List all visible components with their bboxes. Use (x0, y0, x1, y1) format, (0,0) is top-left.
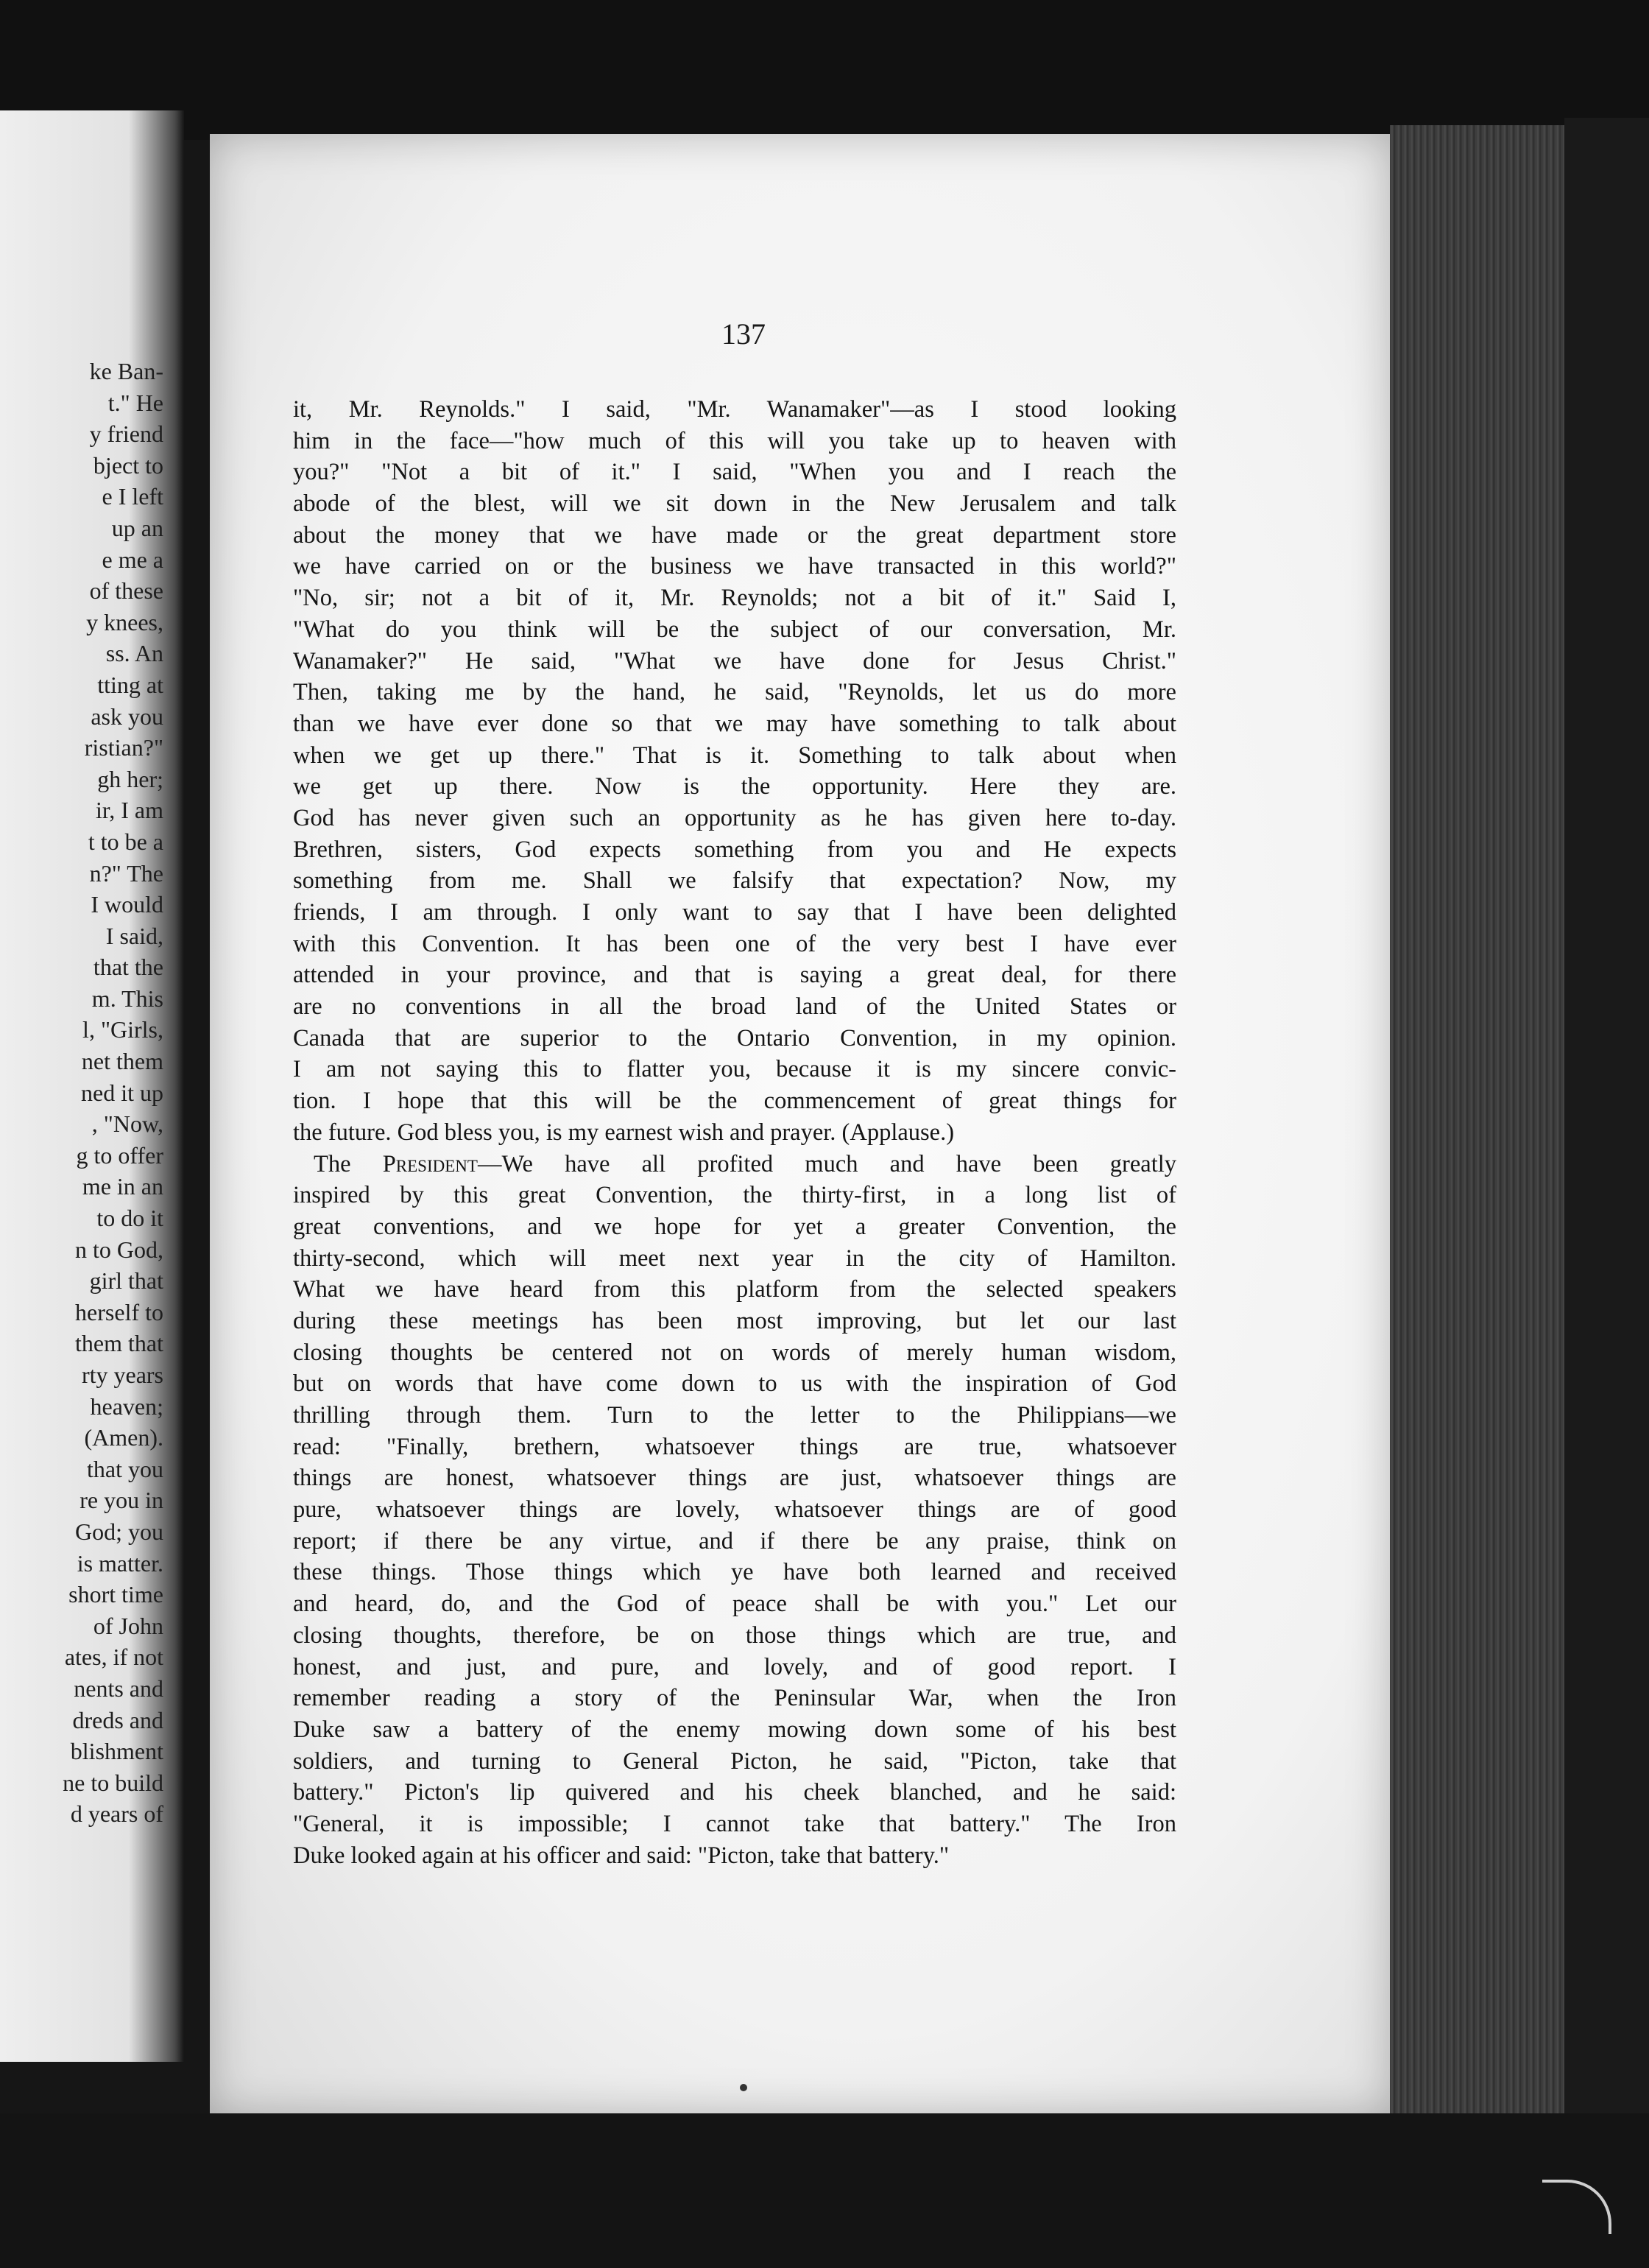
bottom-background (0, 2113, 1649, 2268)
text-line: we get up there. Now is the opportunity. Here they are. (293, 773, 1176, 800)
left-page-line: y knees, (86, 608, 163, 635)
book-page-edges (1390, 125, 1567, 2124)
text-line: we have carried on or the business we have transacted in this world?" (293, 553, 1176, 580)
text-line: Then, taking me by the hand, he said, "Reynolds, let us do more (293, 679, 1176, 706)
left-page-line: I said, (105, 922, 163, 949)
text-line: honest, and just, and pure, and lovely, and of good report. I (293, 1653, 1176, 1680)
text-line: the future. God bless you, is my earnest wish and prayer. (Applause.) (293, 1119, 955, 1146)
text-line: are no conventions in all the broad land of the United States or (293, 993, 1176, 1021)
left-page-line: net them (81, 1048, 163, 1075)
text-line: remember reading a story of the Peninsular War, when the Iron (293, 1685, 1176, 1712)
text-line: report; if there be any virtue, and if there be any praise, think on (293, 1527, 1176, 1554)
text-line: abode of the blest, will we sit down in the New Jerusalem and talk (293, 490, 1176, 518)
text-line: and heard, do, and the God of peace shall be with you." Let our (293, 1591, 1176, 1618)
left-page-line: nents and (74, 1674, 163, 1702)
text-line: Canada that are superior to the Ontario Convention, in my opinion. (293, 1024, 1176, 1052)
left-page-line: l, "Girls, (82, 1016, 163, 1043)
left-page-line: m. This (91, 985, 163, 1012)
text-line: friends, I am through. I only want to say that I have been delighted (293, 899, 1176, 926)
text-line: closing thoughts be centered not on words of merely human wisdom, (293, 1339, 1176, 1366)
text-line: it, Mr. Reynolds." I said, "Mr. Wanamaker"—as I stood looking (293, 396, 1176, 423)
left-page-line: n?" The (89, 859, 163, 887)
text-line: thirty-second, which will meet next year in the city of Hamilton. (293, 1244, 1176, 1272)
main-text-block (293, 394, 1176, 1871)
text-line: pure, whatsoever things are lovely, whatsoever things are of good (293, 1496, 1176, 1524)
left-page-line: n to God, (75, 1236, 163, 1263)
text-line: "What do you think will be the subject of our conversation, Mr. (293, 616, 1176, 643)
text-line: Duke saw a battery of the enemy mowing down some of his best (293, 1716, 1176, 1743)
left-page-line: God; you (75, 1518, 163, 1545)
text-line: with this Convention. It has been one of the very best I have ever (293, 930, 1176, 957)
text-line: during these meetings has been most improving, but let our last (293, 1307, 1176, 1334)
left-page-line: (Amen). (84, 1424, 163, 1451)
left-page-line: of John (93, 1612, 163, 1639)
left-page-line: heaven; (90, 1392, 163, 1420)
text-line: him in the face—"how much of this will you take up to heaven with (293, 427, 1176, 454)
text-line: God has never given such an opportunity as he has given here to-day. (293, 804, 1176, 831)
text-line: Brethren, sisters, God expects something from you and He expects (293, 836, 1176, 863)
text-line: thrilling through them. Turn to the letter to the Philippians—we (293, 1402, 1176, 1429)
text-line: something from me. Shall we falsify that expectation? Now, my (293, 867, 1176, 895)
left-page-line: of these (89, 577, 163, 605)
book-cover-edge (1564, 118, 1649, 2268)
left-page-line: girl that (89, 1267, 163, 1295)
text-line: you?" "Not a bit of it." I said, "When you and I reach the (293, 459, 1176, 486)
text-line: "No, sir; not a bit of it, Mr. Reynolds; not a bit of it." Said I, (293, 585, 1176, 612)
left-page-line: up an (111, 514, 163, 541)
left-page-line: blishment (70, 1738, 163, 1765)
text-line: "General, it is impossible; I cannot take that battery." The Iron (293, 1810, 1176, 1837)
left-page-line: tting at (97, 671, 163, 698)
left-page-line: y friend (89, 420, 163, 448)
left-page-line: that the (93, 954, 163, 981)
left-page-line: them that (75, 1330, 163, 1357)
left-page-line: re you in (80, 1487, 163, 1514)
text-line: but on words that have come down to us with the inspiration of God (293, 1370, 1176, 1398)
left-page-line: e I left (102, 483, 163, 510)
speaker-name: President (382, 1150, 478, 1177)
text-line: closing thoughts, therefore, be on those things which are true, and (293, 1621, 1176, 1649)
left-facing-page (0, 110, 184, 2062)
left-page-line: short time (68, 1581, 163, 1608)
left-page-line: bject to (93, 451, 163, 479)
text-line: What we have heard from this platform from the selected speakers (293, 1276, 1176, 1303)
text-line: I am not saying this to flatter you, because it is my sincere convic- (293, 1056, 1176, 1083)
text-line: great conventions, and we hope for yet a greater Convention, the (293, 1213, 1176, 1240)
left-page-line: is matter. (77, 1549, 163, 1577)
text-line: these things. Those things which ye have both learned and received (293, 1559, 1176, 1586)
left-page-line: t." He (107, 389, 163, 416)
left-page-line: to do it (96, 1205, 163, 1232)
text-line: Duke looked again at his officer and said: "Picton, take that battery." (293, 1842, 950, 1869)
left-page-line: rty years (81, 1362, 163, 1388)
left-page-line: g to offer (76, 1141, 163, 1169)
text-line: soldiers, and turning to General Picton, he said, "Picton, take that (293, 1747, 1176, 1775)
left-page-line: me in an (82, 1173, 163, 1200)
left-page-line: dreds and (72, 1706, 163, 1733)
left-page-line: ne to build (63, 1769, 163, 1796)
text-line: when we get up there." That is it. Something to talk about when (293, 742, 1176, 769)
text-line: about the money that we have made or the great department store (293, 521, 1176, 549)
text-line: attended in your province, and that is saying a great deal, for there (293, 962, 1176, 989)
text-line: read: "Finally, brethern, whatsoever things are true, whatsoever (293, 1433, 1176, 1460)
left-page-line: t to be a (88, 828, 163, 855)
text-line: tion. I hope that this will be the commencement of great things for (293, 1088, 1176, 1115)
text-line: Wanamaker?" He said, "What we have done for Jesus Christ." (293, 647, 1176, 675)
left-page-line: ned it up (81, 1079, 163, 1106)
text-line: inspired by this great Convention, the thirty-first, in a long list of (293, 1182, 1176, 1209)
left-page-line: herself to (75, 1298, 163, 1325)
top-background (0, 0, 1649, 140)
left-page-line: gh her; (97, 765, 163, 792)
printer-dot (740, 2084, 747, 2091)
left-page-line: ask you (91, 702, 163, 730)
left-page-line: e me a (102, 546, 163, 573)
left-page-line: , "Now, (91, 1110, 163, 1138)
left-page-line: ristian?" (84, 734, 163, 761)
text-line: things are honest, whatsoever things are just, whatsoever things are (293, 1465, 1176, 1492)
text-line: battery." Picton's lip quivered and his cheek blanched, and he said: (293, 1779, 1176, 1806)
left-page-line: d years of (70, 1800, 163, 1828)
left-page-line: I would (91, 891, 163, 918)
left-page-line: that you (87, 1455, 163, 1482)
left-page-line: ke Ban- (89, 358, 163, 384)
text-line: than we have ever done so that we may have something to talk about (293, 710, 1176, 737)
left-page-line: ates, if not (64, 1644, 163, 1671)
text-line: The President—We have all profited much and have been greatly (314, 1150, 1177, 1177)
left-page-line: ss. An (105, 640, 163, 667)
page-number: 137 (721, 317, 766, 351)
left-page-text (0, 356, 163, 1830)
left-page-line: ir, I am (95, 797, 163, 824)
